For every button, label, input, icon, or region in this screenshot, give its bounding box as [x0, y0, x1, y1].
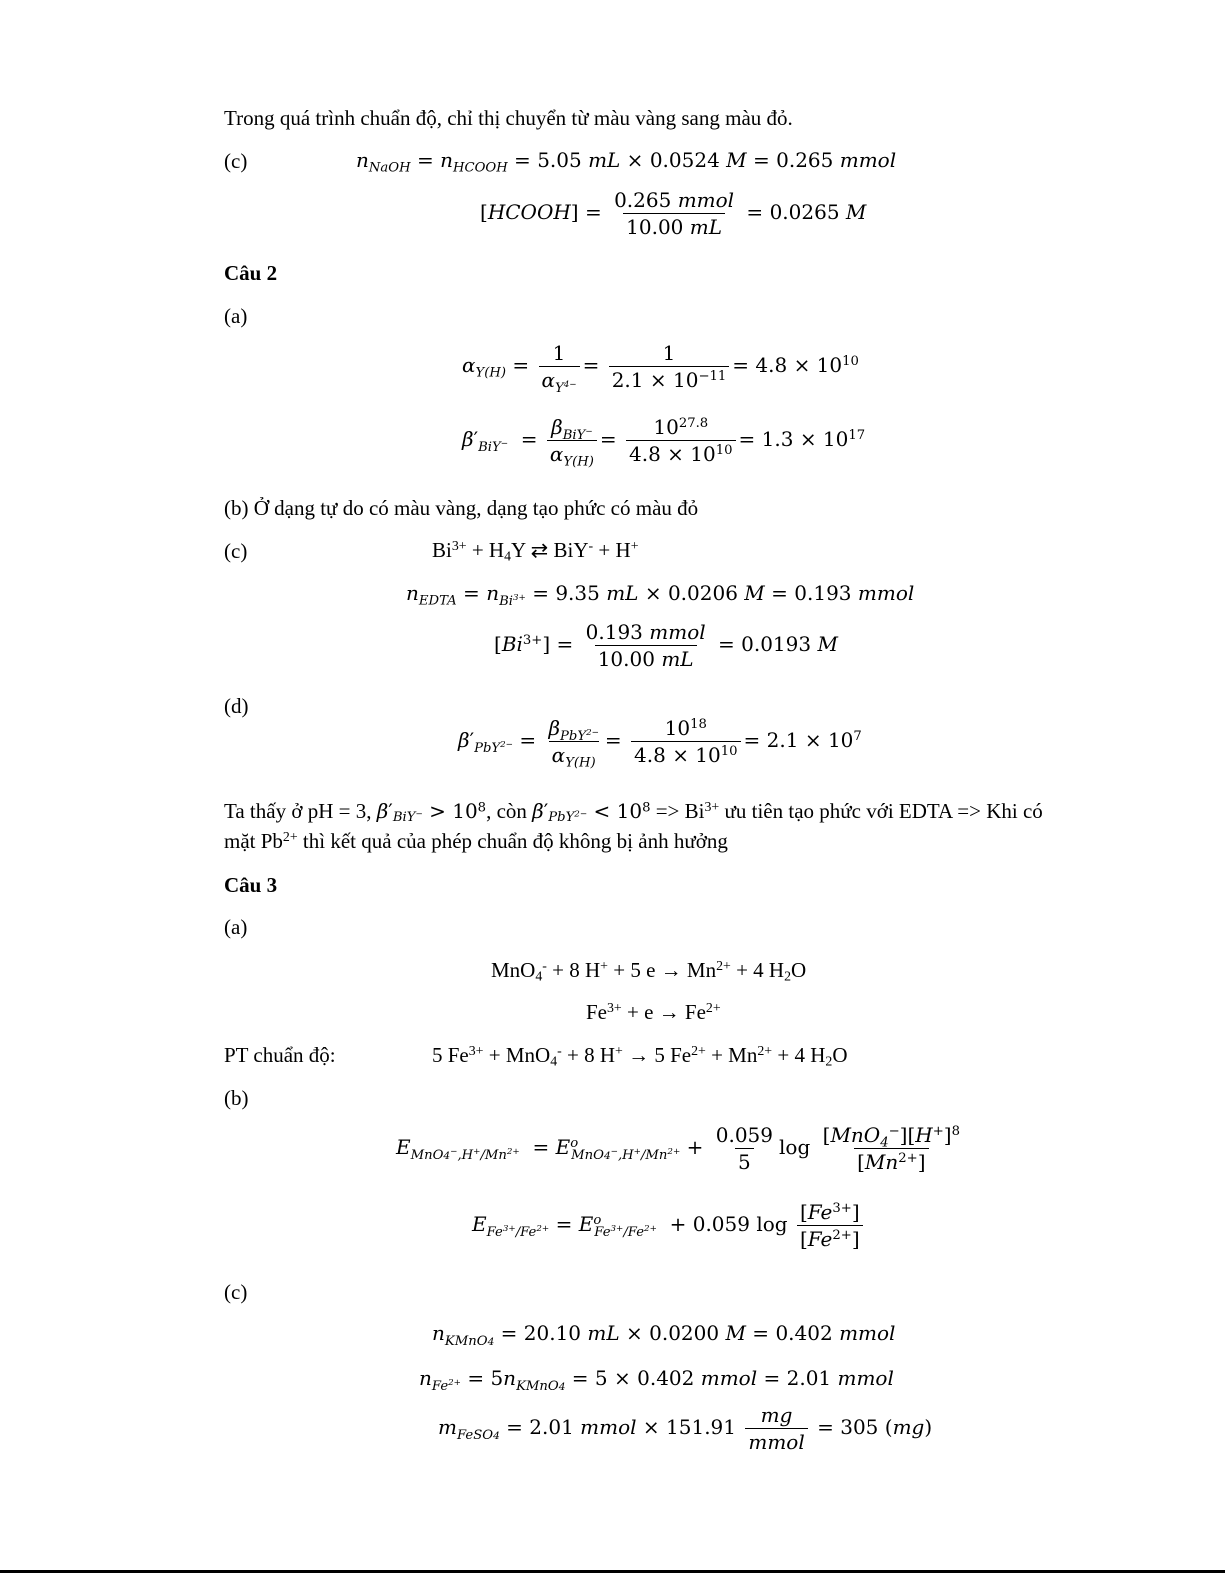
- conclusion-line-2: mặt $Pb^{2+}$ thì kết quả của phép chuẩn độ không bị ảnh hưởng: [224, 829, 728, 853]
- label-c3: (c): [224, 1280, 248, 1304]
- eq-nernst-fe: $E_{Fe^{3+}/Fe^{2+}} = E^o_{Fe^{3+}/Fe^{2+}} + 0.059$ log $\frac{[Fe^{3+}]}{[Fe^{2+}]}$: [472, 1202, 866, 1249]
- eq-m-feso4: $m_{FeSO4} = 2.01$ mmol × 151.91 $\frac{mg}{\text{mmol}}$ = 305 (mg): [438, 1403, 933, 1454]
- page-bottom-rule: [0, 1570, 1225, 1573]
- label-c1: (c): [224, 149, 248, 173]
- label-b3: (b): [224, 1086, 249, 1110]
- reaction-bi-edta: $Bi^{3+} + H4Y$ ⇄ BiY- + H+: [432, 538, 639, 564]
- eq-n-kmno4: $n_{KMnO4} = 20.10$ mL × 0.0200 M = 0.402 mmol: [432, 1321, 896, 1349]
- label-d2: (d): [224, 694, 249, 718]
- pt-label: PT chuẩn độ:: [224, 1043, 336, 1067]
- label-a3: (a): [224, 915, 248, 939]
- half-reaction-fe: $Fe^{3+} + e \to Fe^{2+}$: [586, 1000, 721, 1024]
- heading-cau-2: Câu 2: [224, 261, 278, 285]
- text-b2: (b) Ở dạng tự do có màu vàng, dạng tạo phức có màu đỏ: [224, 496, 699, 520]
- eq-beta-pby: $\beta'_{PbY^{2-}}$ = $\frac{\beta_{PbY^{2-}}}{\alpha_{Y(H)}}$ = $\frac{10^{18}}{4.8 \times 10^{10}}$ = $2.1 \times 10^7$: [458, 716, 862, 771]
- intro-text: Trong quá trình chuẩn độ, chỉ thị chuyển từ màu vàng sang màu đỏ.: [224, 106, 793, 130]
- half-reaction-mno4: MnO4- + 8 H+ + 5 $e \to Mn^{2+} + 4$ H2O: [491, 958, 807, 984]
- eq-n-naoh: $n_{NaOH} = n_{HCOOH} = 5.05$ mL × 0.0524 M = 0.265 mmol: [356, 148, 897, 176]
- eq-beta-biy: $\beta'_{BiY^-}$ = $\frac{\beta_{BiY^-}}{\alpha_{Y(H)}}$ = $\frac{10^{27.8}}{4.8 \times 10^{10}}$ = $1.3 \times 10^{17}$: [462, 415, 866, 470]
- eq-n-fe2: $n_{Fe^{2+}} = 5n_{KMnO4} = 5 \times 0.402$ mmol = 2.01 mmol: [419, 1366, 894, 1394]
- eq-nernst-mno4: $E_{MnO4^-,H^+/Mn^{2+}} = E^o_{MnO4^-,H^+/Mn^{2+}}$ + $\frac{0.059}{5}$ log $\frac{[MnO_4^-][H^+]^8}{[Mn^{2+}]}$: [396, 1123, 960, 1174]
- eq-conc-bi: $[Bi^{3+}]$ = $\frac{\text{0.193 mmol}}{10.00 mL}$ = 0.0193 M: [494, 620, 838, 671]
- label-c2: (c): [224, 539, 248, 563]
- label-a2: (a): [224, 304, 248, 328]
- heading-cau-3: Câu 3: [224, 873, 278, 897]
- eq-conc-hcooh: [HCOOH] = $\frac{\text{0.265 mmol}}{10.00 mL}$ = 0.0265 M: [480, 188, 867, 239]
- conclusion-line-1: Ta thấy ở pH = 3, $\beta'BiY^- > 10^8$, còn $\beta'PbY^{2-} < 10^8 => Bi^{3+}$ ưu tiên tạo phức với EDTA => Khi có: [224, 799, 1043, 826]
- titration-reaction: 5 $Fe^{3+} + MnO4^- + 8$ H+ → 5 $Fe^{2+} + Mn^{2+} + 4$ H2O: [432, 1043, 848, 1069]
- eq-alpha-yh: $\alpha_{Y(H)}$ = $\frac{1}{\alpha_{Y^{4-}}}$ = $\frac{1}{2.1 \times 10^{-11}}$ = $4.8 \times 10^{10}$: [462, 341, 859, 396]
- eq-n-edta: $n_{EDTA} = n_{Bi^{3+}} = 9.35$ mL × 0.0206 M = 0.193 mmol: [406, 581, 915, 609]
